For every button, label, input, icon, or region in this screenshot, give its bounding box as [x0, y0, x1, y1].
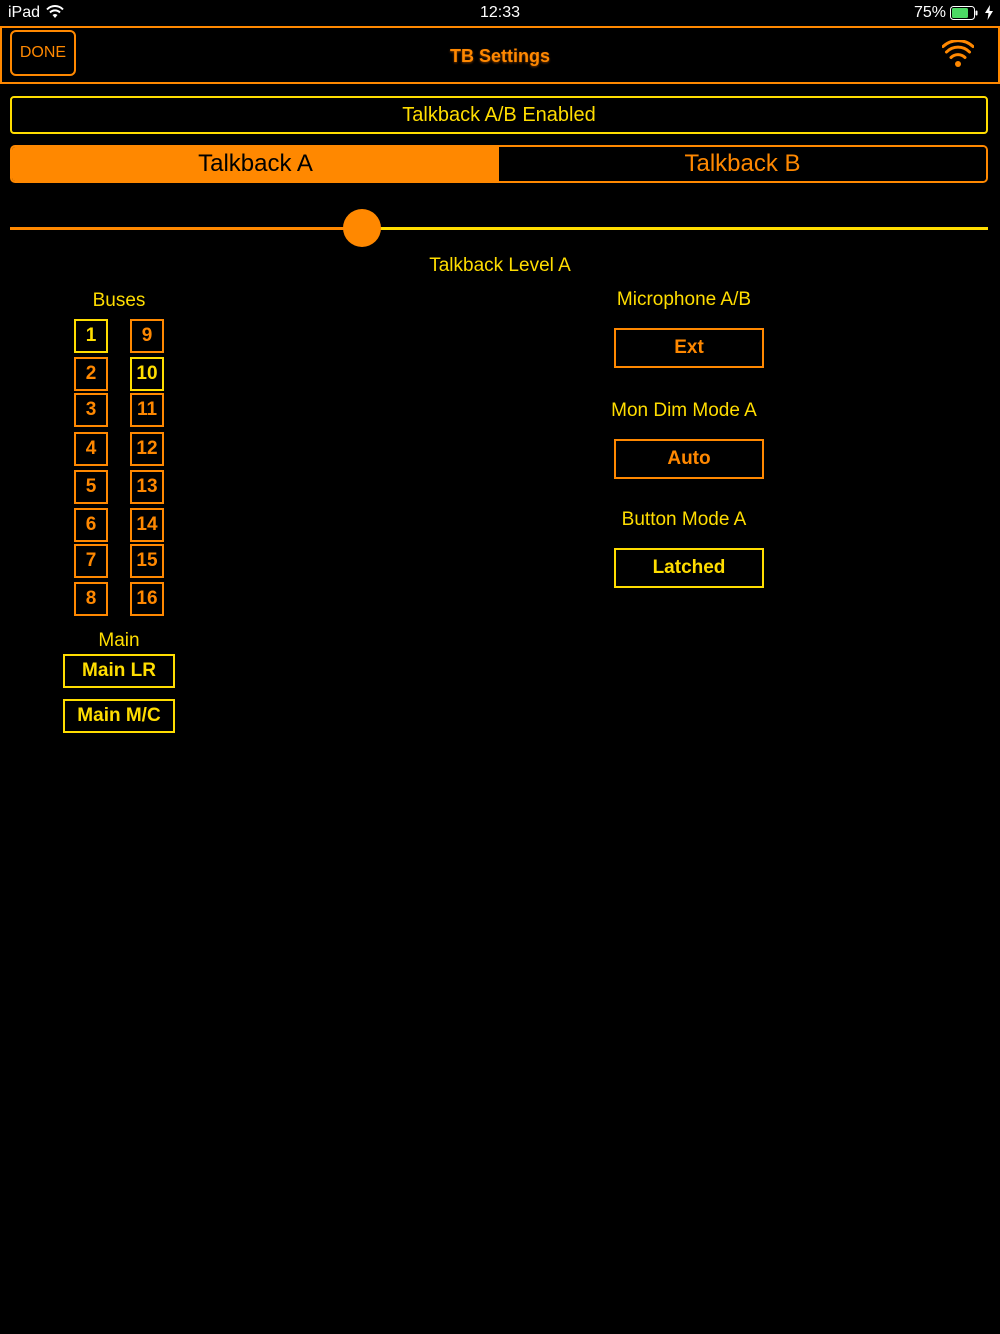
- bus-button-11[interactable]: 11: [130, 393, 164, 427]
- bus-button-4[interactable]: 4: [74, 432, 108, 466]
- status-time: 12:33: [479, 4, 521, 21]
- button-mode-button[interactable]: Latched: [614, 548, 764, 588]
- microphone-label: Microphone A/B: [616, 289, 752, 310]
- bus-button-2[interactable]: 2: [74, 357, 108, 391]
- bus-button-12[interactable]: 12: [130, 432, 164, 466]
- talkback-segmented-control: [10, 145, 988, 183]
- main-lr-button[interactable]: Main LR: [63, 654, 175, 688]
- talkback-level-slider-fill: [10, 227, 362, 230]
- bus-button-3[interactable]: 3: [74, 393, 108, 427]
- mon-dim-mode-button[interactable]: Auto: [614, 439, 764, 479]
- talkback-level-slider-thumb[interactable]: [343, 209, 381, 247]
- bus-button-9[interactable]: 9: [130, 319, 164, 353]
- tab-talkback-b[interactable]: Talkback B: [499, 147, 986, 181]
- main-label: Main: [98, 630, 140, 651]
- bus-button-1[interactable]: 1: [74, 319, 108, 353]
- main-mc-button[interactable]: Main M/C: [63, 699, 175, 733]
- status-device-name: iPad: [8, 4, 41, 21]
- page-title: TB Settings: [449, 46, 550, 66]
- bus-button-14[interactable]: 14: [130, 508, 164, 542]
- done-button[interactable]: DONE: [10, 30, 76, 76]
- microphone-button[interactable]: Ext: [614, 328, 764, 368]
- bus-button-10[interactable]: 10: [130, 357, 164, 391]
- mon-dim-mode-label: Mon Dim Mode A: [611, 400, 757, 421]
- bus-button-16[interactable]: 16: [130, 582, 164, 616]
- charging-bolt-icon: [984, 5, 994, 20]
- talkback-enabled-toggle[interactable]: Talkback A/B Enabled: [10, 96, 988, 134]
- bus-button-8[interactable]: 8: [74, 582, 108, 616]
- bus-button-13[interactable]: 13: [130, 470, 164, 504]
- battery-icon: [950, 6, 978, 20]
- talkback-level-label: Talkback Level A: [429, 255, 571, 276]
- wifi-icon[interactable]: [942, 40, 974, 68]
- bus-button-6[interactable]: 6: [74, 508, 108, 542]
- bus-button-7[interactable]: 7: [74, 544, 108, 578]
- button-mode-label: Button Mode A: [621, 509, 747, 530]
- bus-button-15[interactable]: 15: [130, 544, 164, 578]
- bus-button-5[interactable]: 5: [74, 470, 108, 504]
- status-battery-percent: 75%: [914, 4, 947, 21]
- buses-label: Buses: [92, 290, 146, 311]
- tab-talkback-a[interactable]: Talkback A: [12, 147, 499, 181]
